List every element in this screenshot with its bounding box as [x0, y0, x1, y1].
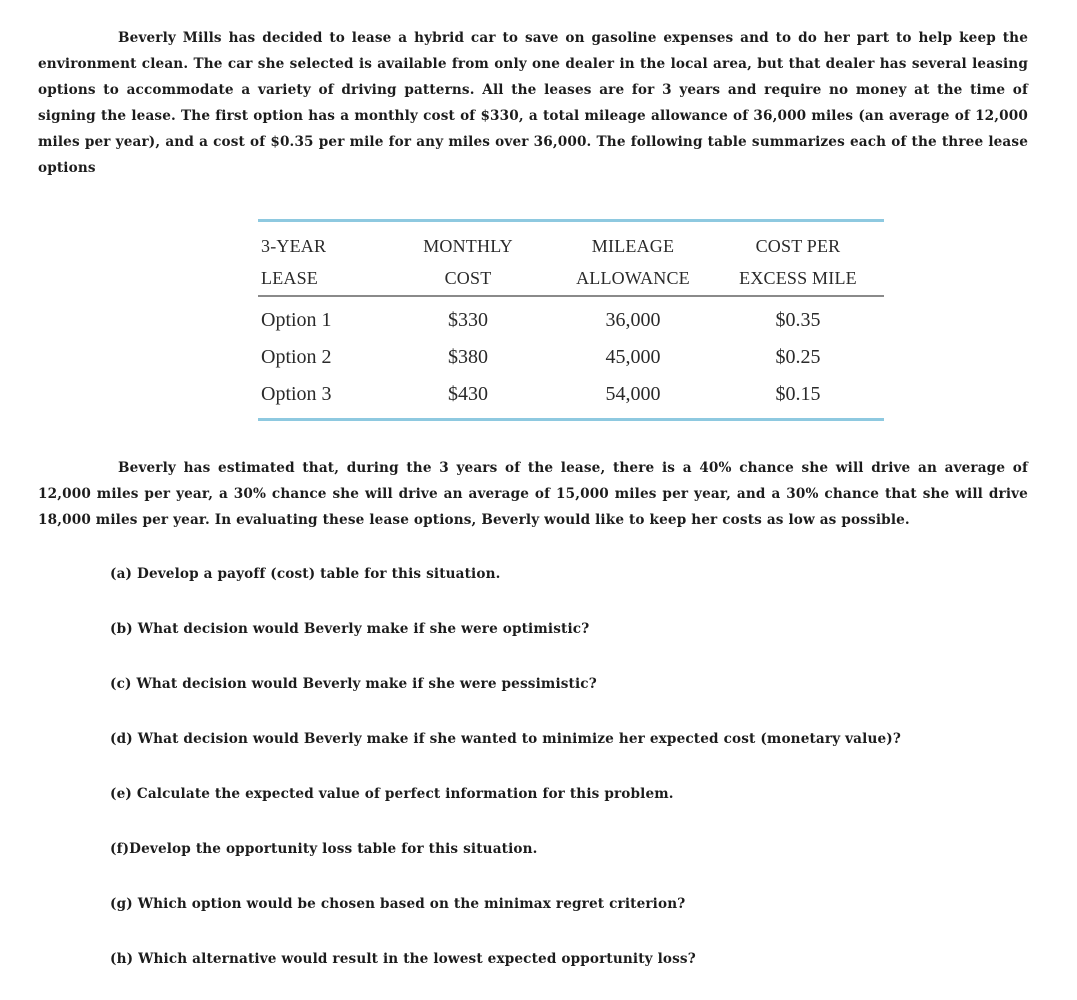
cell-monthly-cost: $380: [448, 346, 488, 368]
question-c: (c) What decision would Beverly make if she were pessimistic?: [110, 676, 597, 692]
cell-lease: Option 3: [261, 383, 332, 405]
table-row: [258, 376, 884, 413]
header-mileage-allowance: MILEAGE ALLOWANCE: [576, 236, 690, 288]
cell-monthly-cost: $430: [448, 383, 488, 405]
cell-mileage-allowance: 36,000: [605, 309, 661, 331]
question-h: (h) Which alternative would result in the lowest expected opportunity loss?: [110, 951, 696, 967]
cell-mileage-allowance: 45,000: [605, 346, 661, 368]
cell-excess-cost: $0.15: [775, 383, 821, 405]
question-g: (g) Which option would be chosen based on the minimax regret criterion?: [110, 896, 686, 912]
question-f: (f)Develop the opportunity loss table for this situation.: [110, 841, 538, 857]
header-monthly-cost: MONTHLY COST: [423, 236, 513, 288]
question-list: [110, 560, 1010, 1000]
table-row: [258, 302, 884, 339]
table-row: [258, 339, 884, 376]
cell-monthly-cost: $330: [448, 309, 488, 331]
header-cost-per-excess-mile: COST PER EXCESS MILE: [739, 236, 857, 288]
lease-options-table: [258, 219, 884, 421]
table-header: [258, 222, 884, 295]
header-lease: 3-YEAR LEASE: [261, 236, 327, 288]
cell-excess-cost: $0.25: [775, 346, 821, 368]
question-b: (b) What decision would Beverly make if she were optimistic?: [110, 621, 590, 637]
cell-mileage-allowance: 54,000: [605, 383, 661, 405]
table-body: [258, 302, 884, 418]
question-e: (e) Calculate the expected value of perfect information for this problem.: [110, 786, 674, 802]
intro-paragraph: Beverly Mills has decided to lease a hybrid car to save on gasoline expenses and to do her part to help keep the environment clean. The car she selected is available from only one dealer in the local area, but that dealer has several leasing options to accommodate a variety of driving patterns. All the leases are for 3 years and require no money at the time of signing the lease. The first option has a monthly cost of $330, a total mileage allowance of 36,000 miles (an average of 12,000 miles per year), and a cost of $0.35 per mile for any miles over 36,000. The following table summarizes each of the three lease options: [38, 30, 1028, 176]
cell-lease: Option 1: [261, 309, 332, 331]
table-bottom-rule: [258, 418, 884, 421]
question-a: (a) Develop a payoff (cost) table for this situation.: [110, 566, 501, 582]
estimate-paragraph: Beverly has estimated that, during the 3 years of the lease, there is a 40% chance she will drive an average of 12,000 miles per year, a 30% chance she will drive an average of 15,000 miles per year, and a 30% chance that she will drive 18,000 miles per year. In evaluating these lease options, Beverly would like to keep her costs as low as possible.: [38, 460, 1028, 528]
question-d: (d) What decision would Beverly make if she wanted to minimize her expected cost (monetary value)?: [110, 731, 901, 747]
table-header-rule: [258, 295, 884, 297]
cell-excess-cost: $0.35: [775, 309, 821, 331]
cell-lease: Option 2: [261, 346, 332, 368]
